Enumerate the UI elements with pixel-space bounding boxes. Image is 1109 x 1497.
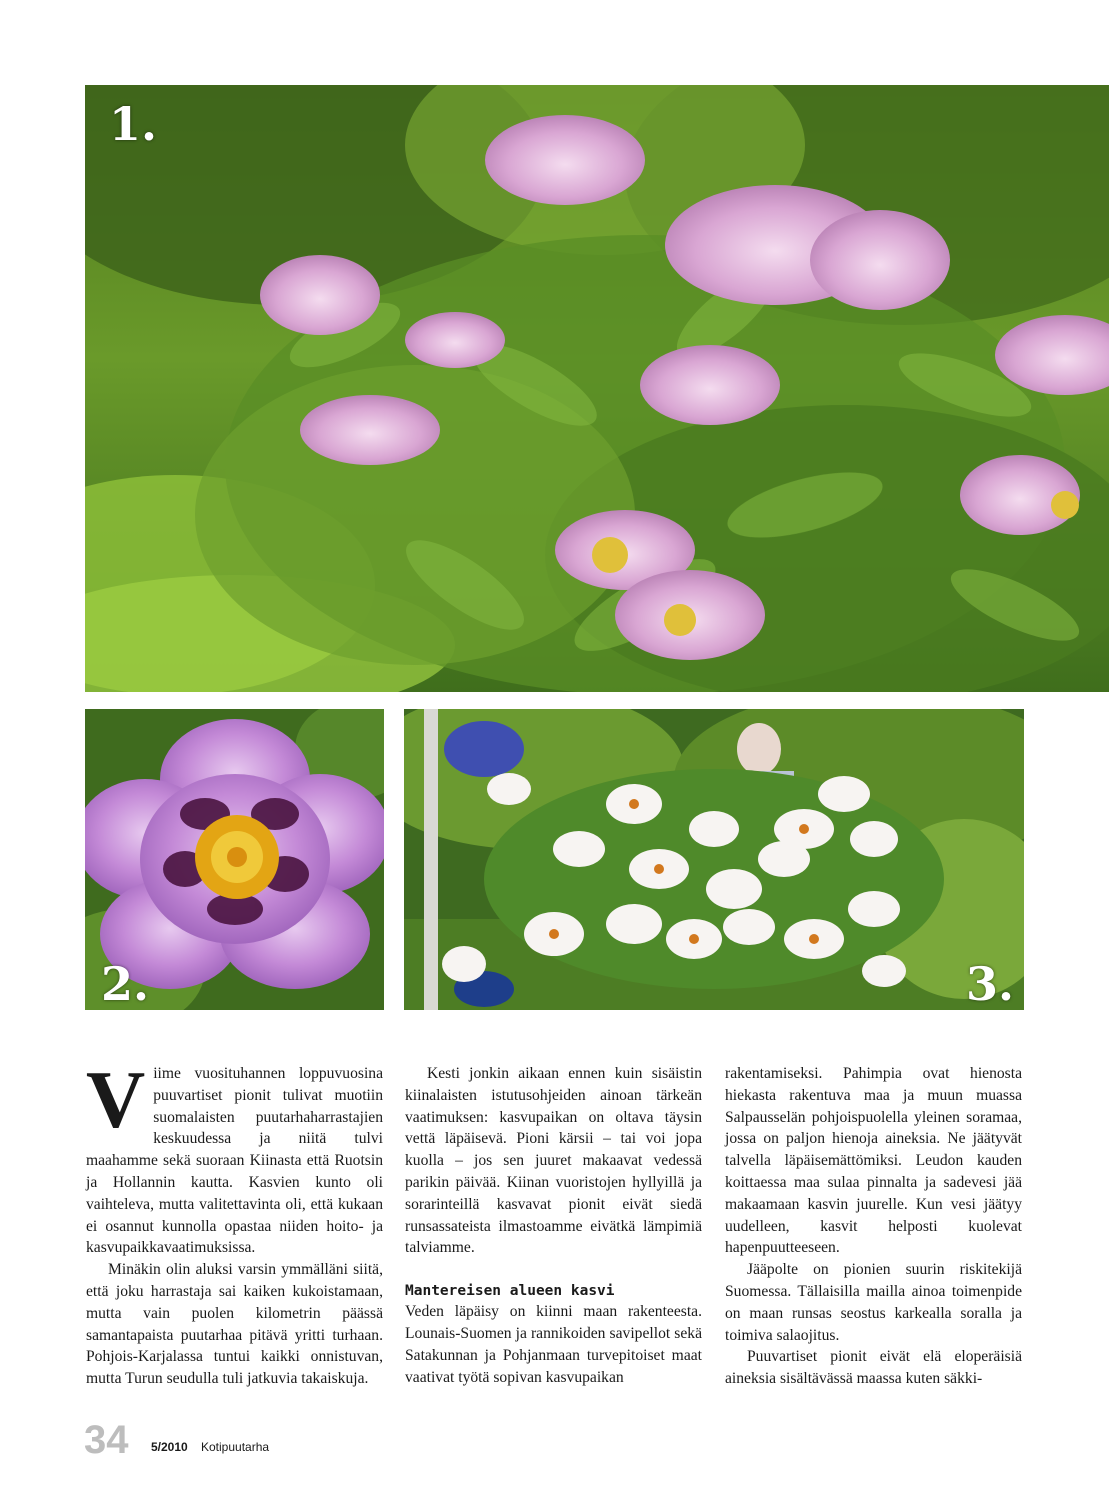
paragraph: Minäkin olin aluksi varsin ymmälläni siitä, että joku harrastaja sai kaiken kukoistamaan, mutta vain puolen kilometrin päässä samantapaista puutarhaa pitävä yritti turhaan. Pohjois-Karjalassa tuntui kaikki onnistuvan, mutta Turun seudulla tuli jatkuvia takaiskuja. [86,1261,383,1388]
article-column-2 [405,1063,702,1388]
photo-2-number: 2. [101,957,150,1010]
paragraph: Jääpolte on pionien suurin riskitekijä Suomessa. Tällaisilla mailla ainoa toimenpide on maan runsas seostus karkealla soralla ja toimiva salaojitus. [725,1261,1022,1344]
magazine-name: Kotipuutarha [201,1440,270,1454]
issue-number: 5/2010 [151,1440,188,1454]
intro-paragraph [86,1054,383,1259]
paragraph: Veden läpäisy on kiinni maan rakenteesta. Lounais-Suomen ja rannikoiden savipellot sekä Satakunnan ja Pohjanmaan turvepitoiset maat vaativat työtä sopivan kasvupaikan [405,1303,702,1386]
paragraph: rakentamiseksi. Pahimpia ovat hienosta hiekasta rakentuva maa ja muun muassa Salpausselän pohjoispuolella yleinen soramaa, jossa on paljon hienoja aineksia. Ne jäätyvät talvella läpäisemättömiksi. Leudon kauden koittaessa maa sulaa pinnalta ja sadevesi jää makaamaan kasvin juurelle. Kun vesi jäätyy uudelleen, kasvit helposti kuolevat hapenpuutteeseen. [725,1065,1022,1257]
photo-peony-closeup [85,709,384,1010]
paragraph: Kesti jonkin aikaan ennen kuin sisäistin kiinalaisten istutusohjeiden ainoan tärkeän vaatimuksen: kasvupaikan on oltava täysin vettä läpäisevä. Pioni kärsii – tai voi jopa kuolla – jos sen juuret makaavat vedessä parikin päivää. Kiinan vuoristojen hyllyillä ja sorarinteillä kasvavat pionit eivät siedä runsassateista ilmastoamme eivätkä lämpimiä talviamme. [405,1065,702,1257]
article-column-3 [725,1063,1022,1390]
drop-cap: V [86,1054,146,1145]
photo-3-number: 3. [966,957,1015,1010]
photo-3-image [404,709,1024,1010]
paragraph: Puuvartiset pionit eivät elä eloperäisiä aineksia sisältävässä maassa kuten säkki- [725,1348,1022,1388]
photo-1-image [85,85,1109,692]
article-column-1 [86,1054,383,1390]
section-subheading: Mantereisen alueen kasvi [405,1283,615,1300]
photo-tree-peony-shrub [85,85,1109,692]
page-number: 34 [84,1418,129,1462]
photo-1-number: 1. [109,97,158,151]
intro-text: iime vuosituhannen loppuvuosina puuvartiset pionit tulivat muotiin suomalaisten puutarhaharrastajien keskuudessa ja niitä tulvi maahamme sekä suoraan Kiinasta että Ruotsin ja Hollannin kautta. Kasvien kunto oli vaihteleva, mutta valitettavinta oli, että kukaan ei osannut kunnolla opastaa niiden hoito- ja kasvupaikkavaatimuksissa. [86,1065,383,1257]
photo-gardener-white-peonies [404,709,1024,1010]
